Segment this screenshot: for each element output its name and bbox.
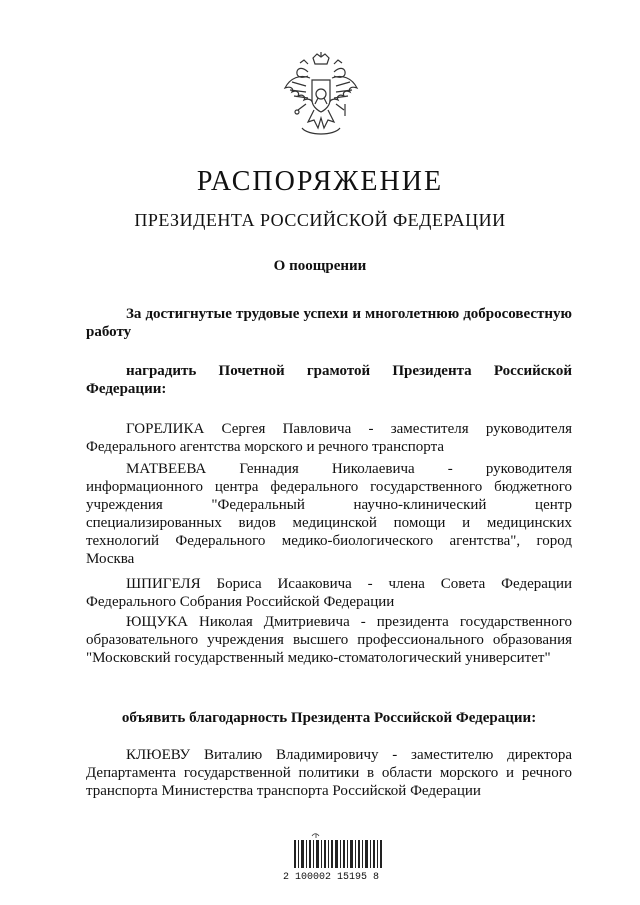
awardee-item: МАТВЕЕВА Геннадия Николаевича - руководителя информационного центра федерального государственного бюджетного учреждения "Федеральный научно-клинический центр специализированных видов медицинской помощи и медицинских технологий Федерального медико-биологического агентства", город Москва: [86, 461, 572, 567]
awardee-item: ШПИГЕЛЯ Бориса Исааковича - члена Совета Федерации Федерального Собрания Российской Федерации: [86, 576, 572, 610]
awardee-item: ЮЩУКА Николая Дмитриевича - президента государственного образовательного учреждения высшего профессионального образования "Московский государственный медико-стоматологический университет": [86, 614, 572, 666]
gratitude-directive: объявить благодарность Президента Российской Федерации:: [121, 710, 537, 726]
russian-coat-of-arms-icon: [282, 52, 360, 142]
intro-paragraph: За достигнутые трудовые успехи и многолетнюю добросовестную работу: [86, 306, 572, 340]
awardee-item: ГОРЕЛИКА Сергея Павловича - заместителя руководителя Федерального агентства морского и речного транспорта: [86, 421, 572, 455]
gratitude-recipient-item: КЛЮЕВУ Виталию Владимировичу - заместителю директора Департамента государственной политики в области морского и речного транспорта Министерства транспорта Российской Федерации: [86, 747, 572, 799]
document-topic: О поощрении: [273, 258, 367, 274]
document-subtitle: ПРЕЗИДЕНТА РОССИЙСКОЙ ФЕДЕРАЦИИ: [134, 210, 506, 230]
document-title: РАСПОРЯЖЕНИЕ: [196, 166, 444, 197]
barcode-icon: [290, 832, 390, 872]
award-directive: наградить Почетной грамотой Президента Российской Федерации:: [86, 363, 572, 397]
barcode-number: 2 100002 15195 8: [283, 872, 380, 883]
